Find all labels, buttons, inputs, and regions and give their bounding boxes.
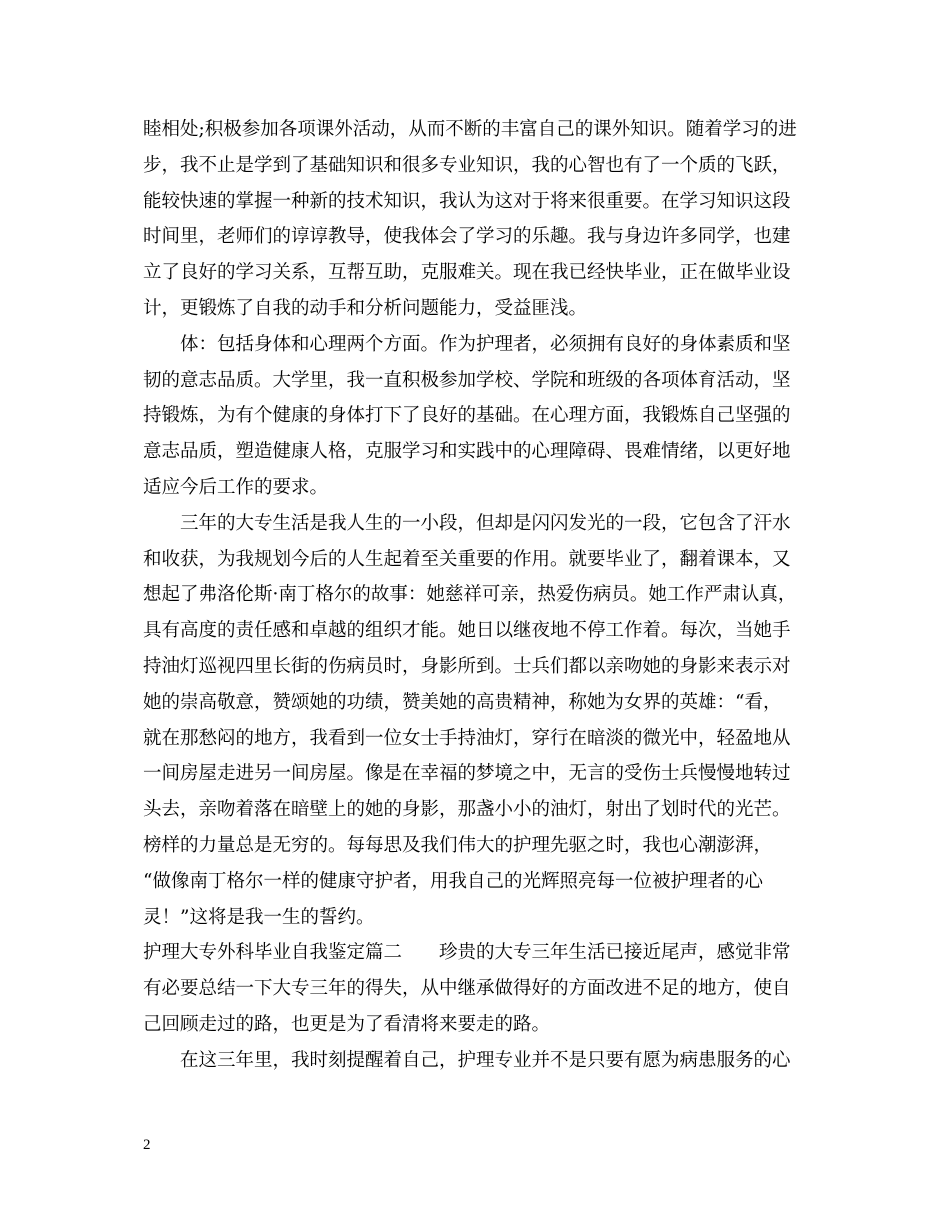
text-line: 持油灯巡视四里长街的伤病员时，身影所到。士兵们都以亲吻她的身影来表示对 [143, 655, 791, 677]
text-line: 持锻炼，为有个健康的身体打下了良好的基础。在心理方面，我锻炼自己坚强的 [143, 405, 791, 427]
text-line: 计，更锻炼了自我的动手和分析问题能力，受益匪浅。 [143, 297, 588, 319]
text-line: 一间房屋走进另一间房屋。像是在幸福的梦境之中，无言的受伤士兵慢慢地转过 [143, 763, 791, 785]
text-line: 立了良好的学习关系，互帮互助，克服难关。现在我已经快毕业，正在做毕业设 [143, 262, 791, 284]
text-line: 在这三年里，我时刻提醒着自己，护理专业并不是只要有愿为病患服务的心 [180, 1049, 791, 1071]
text-line: 她的崇高敬意，赞颂她的功绩，赞美她的高贵精神，称她为女界的英雄：“看， [143, 691, 782, 713]
text-line: 能较快速的掌握一种新的技术知识，我认为这对于将来很重要。在学习知识这段 [143, 190, 791, 212]
text-line: 有必要总结一下大专三年的得失，从中继承做得好的方面改进不足的地方，使自 [143, 978, 791, 1000]
text-line: 想起了弗洛伦斯·南丁格尔的故事：她慈祥可亲，热爱伤病员。她工作严肃认真， [143, 584, 797, 606]
text-line: 体：包括身体和心理两个方面。作为护理者，必须拥有良好的身体素质和坚 [180, 333, 791, 355]
text-line: 韧的意志品质。大学里，我一直积极参加学校、学院和班级的各项体育活动，坚 [143, 369, 791, 391]
text-line: 具有高度的责任感和卓越的组织才能。她日以继夜地不停工作着。每次，当她手 [143, 620, 791, 642]
text-line: 己回顾走过的路，也更是为了看清将来要走的路。 [143, 1013, 551, 1035]
text-line: 灵！”这将是我一生的誓约。 [143, 906, 375, 928]
text-line: 榜样的力量总是无穷的。每每思及我们伟大的护理先驱之时，我也心潮澎湃， [143, 834, 773, 856]
text-line: 睦相处;积极参加各项课外活动，从而不断的丰富自己的课外知识。随着学习的进 [143, 119, 797, 140]
text-line: “做像南丁格尔一样的健康守护者，用我自己的光辉照亮每一位被护理者的心 [143, 870, 763, 892]
body-text [143, 112, 833, 1079]
text-line: 步，我不止是学到了基础知识和很多专业知识，我的心智也有了一个质的飞跃， [143, 154, 791, 176]
text-line: 意志品质，塑造健康人格，克服学习和实践中的心理障碍、畏难情绪，以更好地 [143, 441, 791, 463]
text-line: 护理大专外科毕业自我鉴定篇二 珍贵的大专三年生活已接近尾声，感觉非常 [143, 942, 791, 964]
text-line: 三年的大专生活是我人生的一小段，但却是闪闪发光的一段，它包含了汗水 [180, 512, 791, 534]
text-line: 适应今后工作的要求。 [143, 476, 329, 498]
text-line: 时间里，老师们的谆谆教导，使我体会了学习的乐趣。我与身边许多同学，也建 [143, 226, 791, 248]
text-line: 就在那愁闷的地方，我看到一位女士手持油灯，穿行在暗淡的微光中，轻盈地从 [143, 727, 791, 749]
text-line: 头去，亲吻着落在暗壁上的她的身影，那盏小小的油灯，射出了划时代的光芒。 [143, 799, 791, 821]
text-line: 和收获，为我规划今后的人生起着至关重要的作用。就要毕业了，翻着课本，又 [143, 548, 791, 570]
page-number: 2 [143, 1137, 151, 1153]
